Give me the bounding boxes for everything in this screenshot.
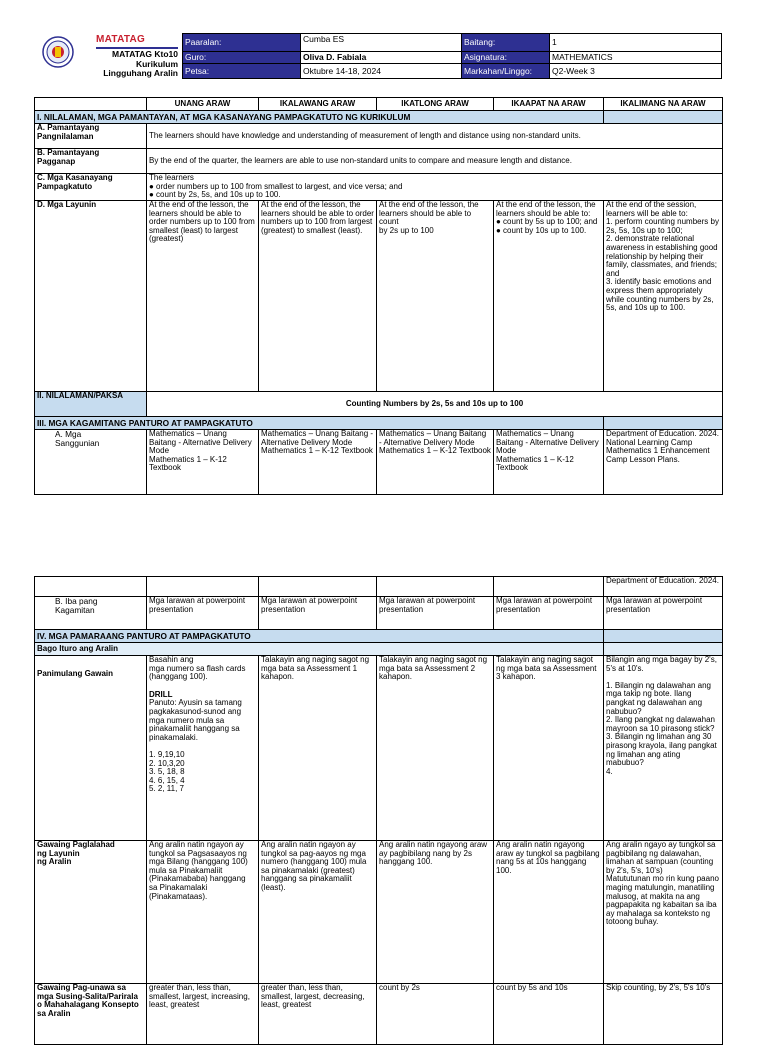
section-4-title: IV. MGA PAMARAANG PANTURO AT PAMPAGKATUTO [35, 630, 604, 643]
deped-seal-logo [42, 36, 74, 68]
keywords-day3: count by 2s [377, 984, 494, 1045]
materials-day3: Mga larawan at powerpoint presentation [377, 597, 494, 630]
section-row [35, 417, 723, 430]
subject-label: Asignatura: [462, 52, 550, 64]
table-row [35, 656, 723, 841]
day-header-row [35, 98, 723, 111]
title-line3: Lingguhang Aralin [103, 68, 178, 78]
materials-day5: Mga larawan at powerpoint presentation [604, 597, 723, 630]
table-row [35, 984, 723, 1045]
objective-day3: At the end of the lesson, the learners should be able to count by 2s up to 100 [377, 201, 494, 392]
pag-unawa-label: Gawaing Pag-unawa sa mga Susing-Salita/Parirala o Mahahalagang Konsepto sa Aralin [35, 984, 147, 1045]
header-row [183, 64, 722, 79]
reference-day5: Department of Education. 2024. National Learning Camp Mathematics 1 Enhancement Camp Lesson Plans. [604, 430, 723, 495]
lesson-plan-table-page2 [34, 576, 723, 1045]
objective-statement-day1: Ang aralin natin ngayon ay tungkol sa Pagsasaayos ng mga Bilang (hanggang 100) mula sa Pinakamaliit (Pinakamababa) hanggang sa Pinakamalaki (Pinakamataas). [147, 841, 259, 984]
header-row [183, 34, 722, 52]
kasanayang-pampagkatuto-label: C. Mga Kasanayang Pampagkatuto [35, 174, 147, 201]
objective-day1: At the end of the lesson, the learners should be able to order numbers up to 100 from smallest (least) to largest (greatest) [147, 201, 259, 392]
quarter-value: Q2-Week 3 [550, 64, 722, 79]
blank-cell [35, 98, 147, 111]
sanggunian-label: A. Mga Sanggunian [35, 430, 147, 495]
table-row [35, 392, 723, 417]
blank-cell [259, 577, 377, 597]
day-1-header: UNANG ARAW [147, 98, 259, 111]
reference-day4: Mathematics – Unang Baitang - Alternative Delivery Mode Mathematics 1 – K-12 Textbook [494, 430, 604, 495]
quarter-label: Markahan/Linggo: [462, 64, 550, 79]
title-line2: Kurikulum [135, 58, 178, 69]
learning-competencies-text: The learners ● order numbers up to 100 from smallest to largest, and vice versa; and ● count by 2s, 5s, and 10s up to 100. [147, 174, 723, 201]
teacher-value: Oliva D. Fabiala [301, 52, 462, 64]
intro-day3: Talakayin ang naging sagot ng mga bata sa Assessment 2 kahapon. [377, 656, 494, 841]
section-3-title: III. MGA KAGAMITANG PANTURO AT PAMPAGKATUTO [35, 417, 604, 430]
objective-day4: At the end of the lesson, the learners should be able to: ● count by 5s up to 100; and ● count by 10s up to 100. [494, 201, 604, 392]
blank-cell [147, 577, 259, 597]
title-line1: MATATAG Kto10 [112, 49, 178, 59]
grade-label: Baitang: [462, 34, 550, 52]
objective-day5: At the end of the session, learners will be able to: 1. perform counting numbers by 2s, 5s, 10s up to 100; 2. demonstrate relational awareness in establishing good relationship by helping their family, classmates, and friends; and 3. identify basic emotions and express them appropriately while counting numbers by 2s, 5s, and 10s up to 100. [604, 201, 723, 392]
teacher-label: Guro: [183, 52, 301, 64]
blank-cell [494, 577, 604, 597]
day-5-header: IKALIMANG NA ARAW [604, 98, 723, 111]
blank-cell [604, 643, 723, 656]
day-3-header: IKATLONG ARAW [377, 98, 494, 111]
content-standard-text: The learners should have knowledge and understanding of measurement of length and distance using non-standard units. [147, 124, 723, 149]
subsection-row [35, 643, 723, 656]
table-row [35, 841, 723, 984]
keywords-day2: greater than, less than, smallest, largest, decreasing, least, greatest [259, 984, 377, 1045]
brand-text: MATATAG [96, 34, 146, 45]
blank-cell [377, 577, 494, 597]
intro-day1-text: Basahin ang mga numero sa flash cards (hanggang 100). [149, 655, 246, 682]
subject-value: MATHEMATICS [550, 52, 722, 64]
reference-day1: Mathematics – Unang Baitang - Alternative Delivery Mode Mathematics 1 – K-12 Textbook [147, 430, 259, 495]
grade-value: 1 [550, 34, 722, 52]
intro-day2: Talakayin ang naging sagot ng mga bata sa Assessment 1 kahapon. [259, 656, 377, 841]
intro-day1 [147, 656, 259, 841]
iba-pang-kagamitan-label: B. Iba pang Kagamitan [35, 597, 147, 630]
materials-day4: Mga larawan at powerpoint presentation [494, 597, 604, 630]
blank-cell [604, 111, 723, 124]
school-title-block [80, 50, 178, 79]
performance-standard-text: By the end of the quarter, the learners are able to use non-standard units to compare and measure length and distance. [147, 149, 723, 174]
table-row [35, 577, 723, 597]
header-row [183, 52, 722, 64]
materials-day1: Mga larawan at powerpoint presentation [147, 597, 259, 630]
intro-day4: Talakayin ang naging sagot ng mga bata sa Assessment 3 kahapon. [494, 656, 604, 841]
drill-text: Panuto: Ayusin sa tamang pagkakasunod-sunod ang mga numero mula sa pinakamaliit hanggang sa pinakamalaki. 1. 9,19,10 2. 10,3,20 3. 5, 18, 8 4. 6, 15, 4 5. 2, 11, 7 [149, 698, 242, 794]
section-row [35, 630, 723, 643]
objective-statement-day5: Ang aralin ngayo ay tungkol sa pagbibilang ng dalawahan, limahan at sampuan (counting by 2's, 5's, 10's) Matututunan mo rin kung paano maging matulungin, manatiling malusog, at makita na ang pagpapakita ng kabaitan sa iba ay mahalaga sa konteksto ng totoong buhay. [604, 841, 723, 984]
objective-statement-day2: Ang aralin natin ngayon ay tungkol sa pag-aayos ng mga numero (hanggang 100) mula sa pinakamalaki (greatest) hanggang sa pinakamaliit (least). [259, 841, 377, 984]
table-row [35, 124, 723, 149]
bago-ituro-title: Bago Ituro ang Aralin [35, 643, 604, 656]
layunin-label: D. Mga Layunin [35, 201, 147, 392]
school-label: Paaralan: [183, 34, 301, 52]
panimulang-gawain-label: Panimulang Gawain [35, 656, 147, 841]
continued-reference: Department of Education. 2024. [604, 577, 723, 597]
table-row [35, 149, 723, 174]
paglalahad-label: Gawaing Paglalahad ng Layunin ng Aralin [35, 841, 147, 984]
section-2-title: II. NILALAMAN/PAKSA [35, 392, 147, 417]
blank-cell [35, 577, 147, 597]
intro-day5: Bilangin ang mga bagay by 2's, 5's at 10's. 1. Bilangin ng dalawahan ang mga takip ng bote. Ilang pangkat ng dalawahan ang nabubuo? 2. Ilang pangkat ng dalawahan mayroon sa 10 pirasong stick? 3. Bilangin ng limahan ang 30 pirasong krayola, ilang pangkat ng limahan ang ating mabubuo? 4. [604, 656, 723, 841]
pamantayang-pagganap-label: B. Pamantayang Pagganap [35, 149, 147, 174]
school-value: Cumba ES [301, 34, 462, 52]
day-2-header: IKALAWANG ARAW [259, 98, 377, 111]
table-row [35, 201, 723, 392]
section-row [35, 111, 723, 124]
section-1-title: I. NILALAMAN, MGA PAMANTAYAN, AT MGA KASANAYANG PAMPAGKATUTO NG KURIKULUM [35, 111, 604, 124]
header-info-table [182, 33, 722, 79]
table-row [35, 174, 723, 201]
table-row [35, 430, 723, 495]
keywords-day5: Skip counting, by 2's, 5's 10's [604, 984, 723, 1045]
day-4-header: IKAAPAT NA ARAW [494, 98, 604, 111]
objective-day2: At the end of the lesson, the learners should be able to order numbers up to 100 from largest (greatest) to smallest (least). [259, 201, 377, 392]
keywords-day4: count by 5s and 10s [494, 984, 604, 1045]
objective-statement-day3: Ang aralin natin ngayong araw ay pagbibilang nang by 2s hanggang 100. [377, 841, 494, 984]
matatag-brand [96, 34, 178, 49]
date-value: Oktubre 14-18, 2024 [301, 64, 462, 79]
date-label: Petsa: [183, 64, 301, 79]
blank-cell [604, 417, 723, 430]
keywords-day1: greater than, less than, smallest, largest, increasing, least, greatest [147, 984, 259, 1045]
materials-day2: Mga larawan at powerpoint presentation [259, 597, 377, 630]
pamantayang-pangnilalaman-label: A. Pamantayang Pangnilalaman [35, 124, 147, 149]
objective-statement-day4: Ang aralin natin ngayong araw ay tungkol sa pagbilang nang 5s at 10s hanggang 100. [494, 841, 604, 984]
drill-title: DRILL [149, 689, 173, 699]
topic-text: Counting Numbers by 2s, 5s and 10s up to 100 [147, 392, 723, 417]
reference-day2: Mathematics – Unang Baitang - Alternative Delivery Mode Mathematics 1 – K-12 Textbook [259, 430, 377, 495]
reference-day3: Mathematics – Unang Baitang - Alternative Delivery Mode Mathematics 1 – K-12 Textbook [377, 430, 494, 495]
lesson-plan-table-page1 [34, 97, 723, 495]
blank-cell [604, 630, 723, 643]
table-row [35, 597, 723, 630]
